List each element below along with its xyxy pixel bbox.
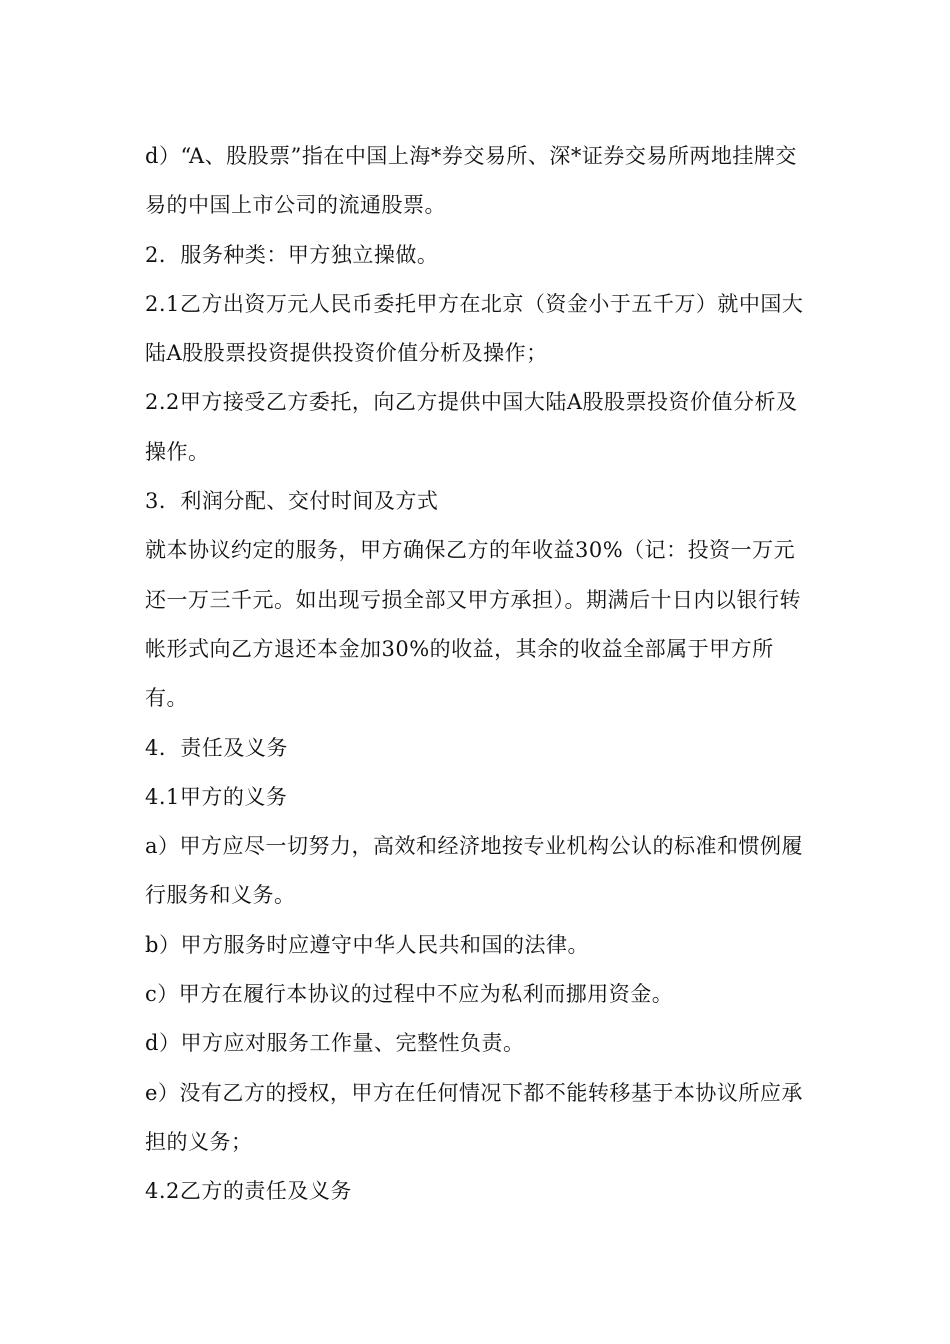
paragraph-obligation-e: e）没有乙方的授权，甲方在任何情况下都不能转移基于本协议所应承担的义务； xyxy=(145,1080,803,1154)
paragraph-clause-2-2: 2.2甲方接受乙方委托，向乙方提供中国大陆A股股票投资价值分析及操作。 xyxy=(145,390,798,464)
paragraph-section-2-heading: 2．服务种类：甲方独立操做。 xyxy=(145,242,439,267)
paragraph-section-4-heading: 4．责任及义务 xyxy=(145,735,288,760)
paragraph-clause-4-2-heading: 4.2乙方的责任及义务 xyxy=(145,1179,352,1204)
paragraph-obligation-b: b）甲方服务时应遵守中华人民共和国的法律。 xyxy=(145,932,589,957)
paragraph-obligation-d: d）甲方应对服务工作量、完整性负责。 xyxy=(145,1031,525,1056)
paragraph-definition-a-shares: d）“A、股股票”指在中国上海*券交易所、深*证券交易所两地挂牌交易的中国上市公司的流通股票。 xyxy=(145,144,797,218)
paragraph-section-3-heading: 3．利润分配、交付时间及方式 xyxy=(145,489,439,514)
paragraph-profit-distribution: 就本协议约定的服务，甲方确保乙方的年收益30%（记：投资一万元还一万三千元。如出现亏损全部又甲方承担）。期满后十日内以银行转帐形式向乙方退还本金加30%的收益，其余的收益全部属于甲方所有。 xyxy=(145,538,801,711)
paragraph-obligation-a: a）甲方应尽一切努力，高效和经济地按专业机构公认的标准和惯例履行服务和义务。 xyxy=(145,834,804,908)
paragraph-clause-4-1-heading: 4.1甲方的义务 xyxy=(145,784,288,809)
document-body xyxy=(145,132,810,1217)
paragraph-clause-2-1: 2.1乙方出资万元人民币委托甲方在北京（资金小于五千万）就中国大陆A股股票投资提供投资价值分析及操作； xyxy=(145,291,804,366)
paragraph-obligation-c: c）甲方在履行本协议的过程中不应为私利而挪用资金。 xyxy=(145,982,674,1007)
